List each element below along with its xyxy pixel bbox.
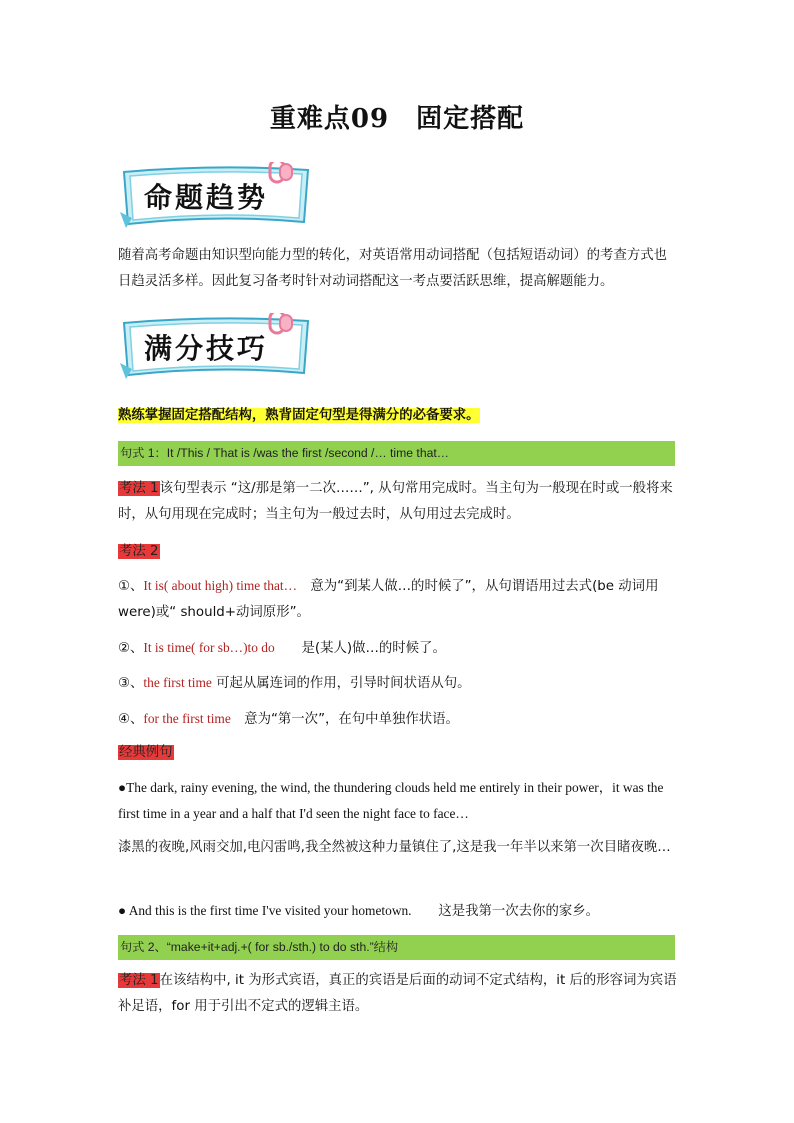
item-number: ②、 — [118, 641, 144, 656]
highlighted-tip: 熟练掌握固定搭配结构，熟背固定句型是得满分的必备要求。 — [118, 408, 480, 423]
method-1-text: 该句型表示 “这/那是第一二次……”, 从句常用完成时。当主句为一般现在时或一般将来时，从句用现在完成时；当主句为一般过去时，从句用过去完成时。 — [118, 481, 673, 522]
method-2-label-line — [118, 539, 678, 565]
item-number: ④、 — [118, 712, 144, 727]
item-english: the first time — [143, 675, 212, 690]
list-item — [118, 635, 678, 662]
banner-label: 满分技巧 — [144, 332, 269, 365]
example-2 — [118, 898, 678, 925]
item-number: ①、 — [118, 579, 144, 594]
example-2-chinese: 这是我第一次去你的家乡。 — [411, 904, 600, 919]
list-item — [118, 670, 678, 697]
page-title: 重难点09 固定搭配 — [269, 104, 525, 134]
item-english: for the first time — [143, 711, 231, 726]
item-chinese: 是(某人)做…的时候了。 — [274, 641, 446, 656]
list-item — [118, 573, 678, 626]
method-tag: 考法 2 — [119, 544, 159, 559]
examples-label-line — [118, 740, 678, 766]
method-1-text: 在该结构中, it 为形式宾语，真正的宾语是后面的动词不定式结构，it 后的形容词为宾语补足语，for 用于引出不定式的逻辑主语。 — [118, 973, 677, 1014]
method-1-paragraph — [118, 476, 678, 528]
item-chinese: 意为“第一次”，在句中单独作状语。 — [230, 712, 459, 727]
banner-label: 命题趋势 — [144, 181, 269, 214]
method-tag: 考法 1 — [119, 973, 159, 988]
method-tag: 考法 1 — [119, 481, 159, 496]
item-chinese: 可起从属连词的作用，引导时间状语从句。 — [211, 676, 471, 691]
section-banner-tips — [118, 313, 318, 383]
intro-paragraph: 随着高考命题由知识型向能力型的转化，对英语常用动词搭配（包括短语动词）的考查方式也日趋灵活多样。因此复习备考时针对动词搭配这一考点要活跃思维，提高解题能力。 — [118, 248, 668, 289]
item-chinese: 意为“到某人做…的时候了”，从句谓语用过去式(be 动词用 were)或“ should+动词原形”。 — [118, 579, 659, 620]
item-english: It is( about high) time that… — [143, 578, 297, 593]
examples-tag: 经典例句 — [119, 745, 173, 760]
key-tip — [118, 403, 678, 429]
list-item — [118, 706, 678, 733]
section-banner-trend — [118, 162, 318, 232]
item-number: ③、 — [118, 676, 144, 691]
item-english: It is time( for sb…)to do — [143, 640, 275, 655]
example-1-english: ●The dark, rainy evening, the wind, the thundering clouds held me entirely in their power，it was the first time in a year and a half that I'd seen the night face to face… — [118, 780, 664, 821]
pattern-1-header: 句式 1：It /This / That is /was the first /second /… time that… — [118, 441, 675, 466]
example-1-chinese: 漆黑的夜晚,风雨交加,电闪雷鸣,我全然被这种力量镇住了,这是我一年半以来第一次目睹夜晚… — [118, 840, 671, 855]
pattern-2-header: 句式 2、“make+it+adj.+( for sb./sth.) to do sth.”结构 — [118, 935, 675, 960]
method-1-paragraph — [118, 968, 678, 1020]
example-2-english: ● And this is the first time I've visited your hometown. — [118, 903, 412, 918]
